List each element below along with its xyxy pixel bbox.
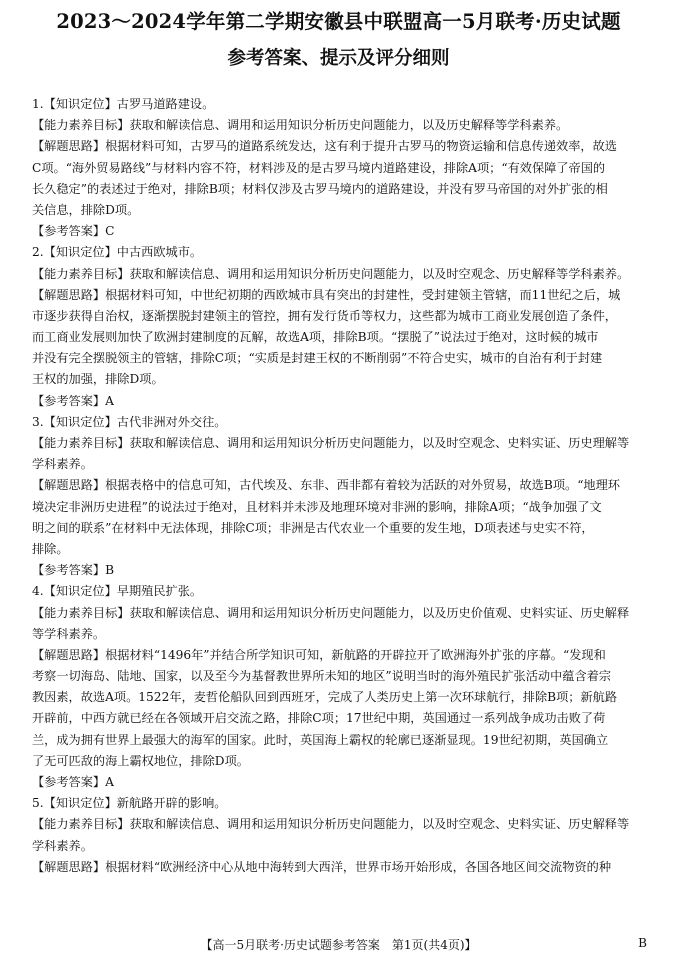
text-line: 4.【知识定位】早期殖民扩张。 <box>32 584 203 599</box>
text-line: 考察一切海岛、陆地、国家，以及至今为基督教世界所未知的地区”说明当时的海外殖民扩张活动中蕴含着宗 <box>32 669 612 684</box>
text-line: 并没有完全摆脱领主的管辖，排除C项；“实质是封建王权的不断削弱”不符合史实，城市的自治有利于封建 <box>32 351 603 366</box>
text-line: 排除。 <box>32 541 69 556</box>
text-line: 长久稳定”的表述过于绝对，排除B项；材料仅涉及古罗马境内的道路建设，并没有罗马帝国的对外扩张的相 <box>32 181 608 196</box>
text-line: 【解题思路】根据材料“1496年”并结合所学知识可知，新航路的开辟拉开了欧洲海外扩张的序幕。“发现和 <box>32 647 606 662</box>
text-line: 了无可匹敌的海上霸权地位，排除D项。 <box>32 753 249 768</box>
text-line: 教因素，故选A项。1522年，麦哲伦船队回到西班牙，完成了人类历史上第一次环球航行，排除B项；新航路 <box>32 690 618 705</box>
text-line: 【解题思路】根据表格中的信息可知，古代埃及、东非、西非都有着较为活跃的对外贸易，故选B项。“地理环 <box>32 478 620 493</box>
text-line: 等学科素养。 <box>32 626 106 641</box>
text-line: 【解题思路】根据材料可知，古罗马的道路系统发达，这有利于提升古罗马的物资运输和信息传递效率，故选 <box>32 139 617 154</box>
page-footer: 【高一5月联考·历史试题参考答案 第1页(共4页)】 <box>200 938 477 952</box>
text-line: 【能力素养目标】获取和解读信息、调用和运用知识分析历史问题能力，以及时空观念、史料实证、历史理解等 <box>32 436 630 450</box>
text-line: 【解题思路】根据材料“欧洲经济中心从地中海转到大西洋，世界市场开始形成，各国各地区间交流物资的种 <box>32 859 612 874</box>
text-line: 境决定非洲历史进程”的说法过于绝对，且材料并未涉及地理环境对非洲的影响，排除A项；“战争加强了文 <box>32 499 602 514</box>
text-line: 【解题思路】根据材料可知，中世纪初期的西欧城市具有突出的封建性，受封建领主管辖，而11世纪之后，城 <box>32 287 621 302</box>
page-subtitle: 参考答案、提示及评分细则 <box>227 48 450 69</box>
text-line: 【参考答案】A <box>32 775 114 789</box>
text-line: 【能力素养目标】获取和解读信息、调用和运用知识分析历史问题能力，以及时空观念、历史解释等学科素养。 <box>32 266 630 281</box>
text-line: 关信息，排除D项。 <box>32 202 140 217</box>
text-line: C项。“海外贸易路线”与材料内容不符，材料涉及的是古罗马境内道路建设，排除A项；“有效保障了帝国的 <box>32 160 606 175</box>
page-title: 2023～2024学年第二学期安徽县中联盟高一5月联考·历史试题 <box>56 10 621 33</box>
version-mark: B <box>638 936 647 950</box>
answer-body <box>32 94 649 878</box>
text-line: 王权的加强，排除D项。 <box>32 372 164 387</box>
text-line: 【能力素养目标】获取和解读信息、调用和运用知识分析历史问题能力，以及时空观念、史料实证、历史解释等 <box>32 817 630 832</box>
text-line: 市逐步获得自治权，逐渐摆脱封建领主的管控，拥有发行货币等权力，这些都为城市工商业发展创造了条件， <box>32 308 617 323</box>
text-line: 【参考答案】A <box>32 393 114 408</box>
text-line: 1.【知识定位】古罗马道路建设。 <box>32 97 215 111</box>
text-line: 【能力素养目标】获取和解读信息、调用和运用知识分析历史问题能力，以及历史价值观、史料实证、历史解释 <box>32 605 630 620</box>
text-line: 【能力素养目标】获取和解读信息、调用和运用知识分析历史问题能力，以及历史解释等学科素养。 <box>32 118 569 133</box>
text-line: 【参考答案】C <box>32 224 115 239</box>
text-line: 2.【知识定位】中古西欧城市。 <box>32 245 203 260</box>
text-line: 开辟前，中西方就已经在各领域开启交流之路，排除C项；17世纪中期，英国通过一系列战争成功击败了荷 <box>32 711 606 726</box>
text-line: 5.【知识定位】新航路开辟的影响。 <box>32 796 227 811</box>
text-line: 3.【知识定位】古代非洲对外交往。 <box>32 414 227 429</box>
text-line: 【参考答案】B <box>32 563 115 578</box>
text-line: 明之间的联系”在材料中无法体现，排除C项；非洲是古代农业一个重要的发生地，D项表述与史实不符， <box>32 520 594 535</box>
text-line: 学科素养。 <box>32 838 93 853</box>
text-line: 而工商业发展则加快了欧洲封建制度的瓦解，故选A项，排除B项。“摆脱了”说法过于绝对，这时候的城市 <box>32 330 599 345</box>
text-line: 学科素养。 <box>32 457 93 472</box>
text-line: 兰，成为拥有世界上最强大的海军的国家。此时，英国海上霸权的轮廓已逐渐显现。19世纪初期，英国确立 <box>32 732 609 747</box>
